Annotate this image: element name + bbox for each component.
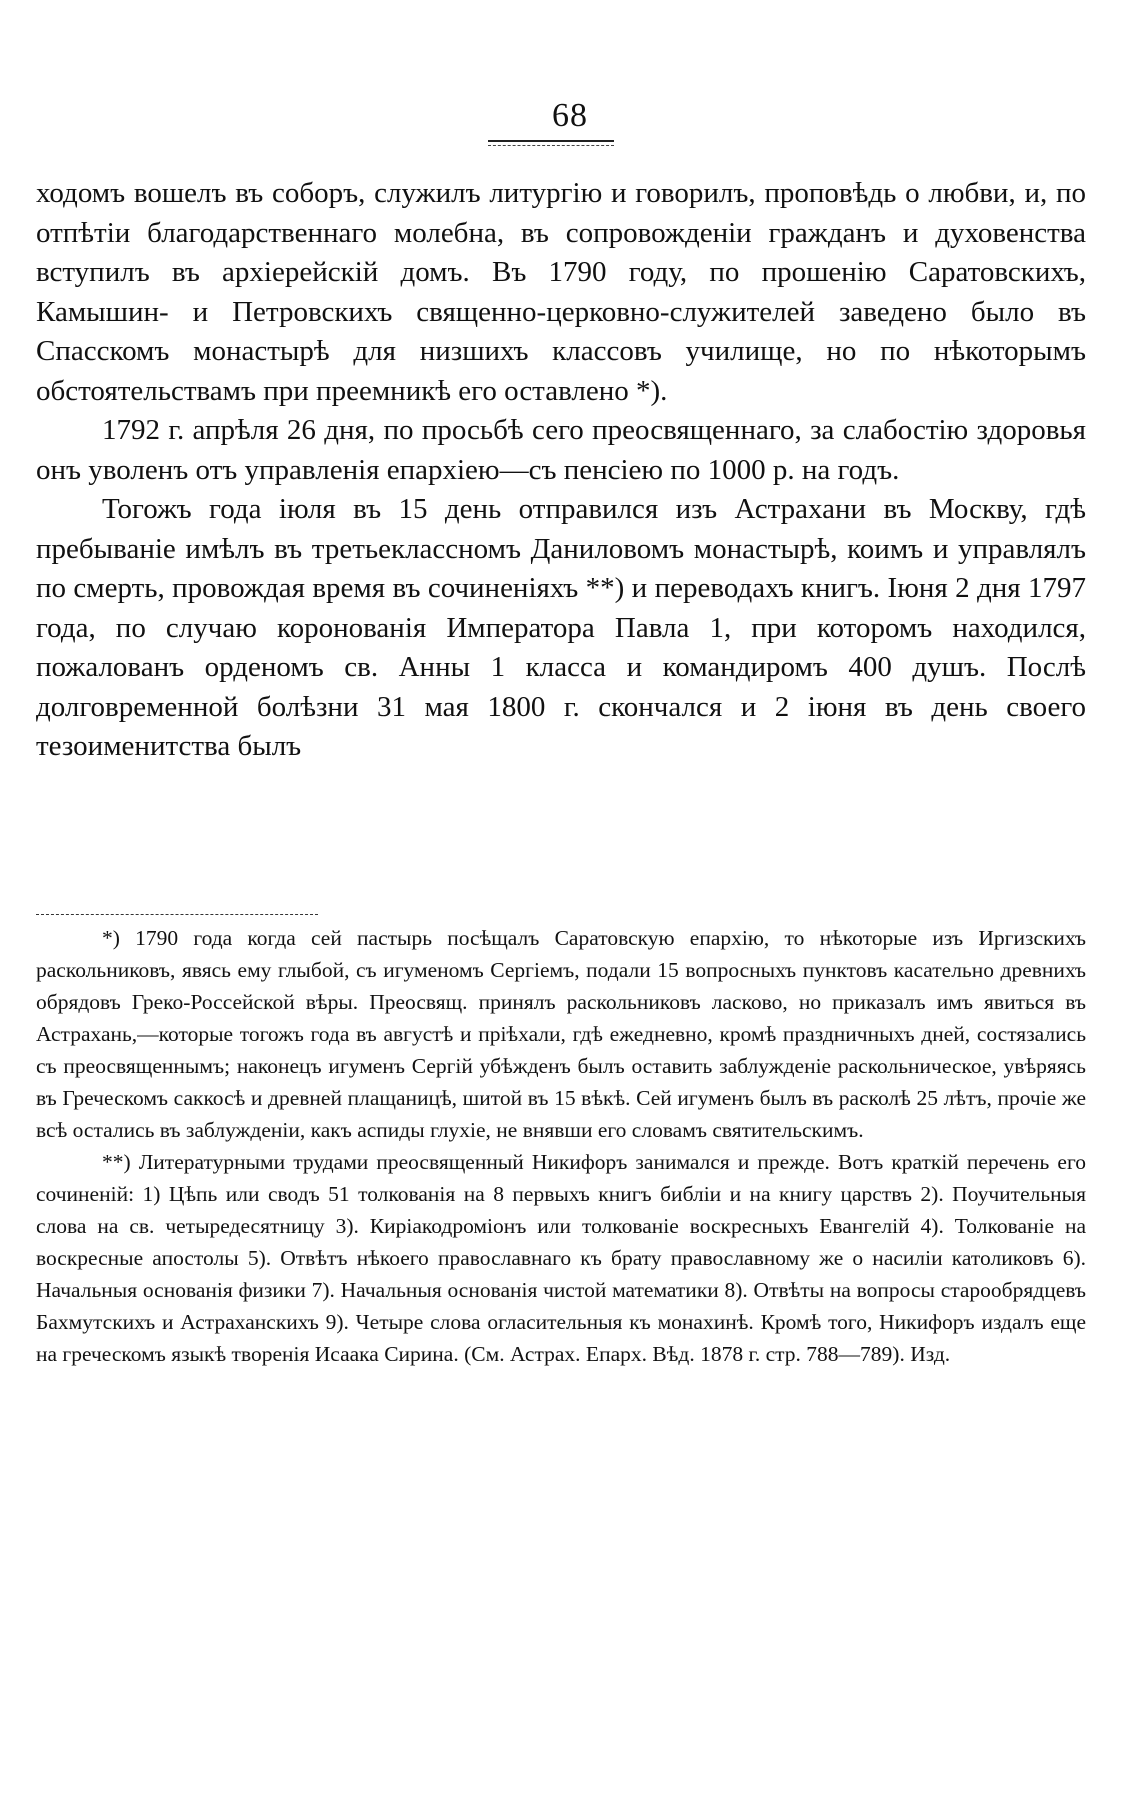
- footnote-1: *) 1790 года когда сей пастырь посѣщалъ Саратовскую епархію, то нѣкоторые изъ Иргизскихъ раскольниковъ, явясь ему глыбой, съ игуменомъ Сергіемъ, подали 15 вопросныхъ пунктовъ касательно древнихъ обрядовъ Греко-Россейской вѣры. Преосвящ. принялъ раскольниковъ ласково, но приказалъ имъ явиться въ Астрахань,—которые тогожъ года въ августѣ и пріѣхали, гдѣ ежедневно, кромѣ праздничныхъ дней, состязались съ преосвященнымъ; наконецъ игуменъ Сергій убѣжденъ былъ оставить заблужденіе раскольническое, увѣряясь въ Греческомъ саккосѣ и древней плащаницѣ, шитой въ 15 вѣкѣ. Сей игуменъ былъ въ расколѣ 25 лѣтъ, прочіе же всѣ остались въ заблужденіи, какъ аспиды глухіе, не внявши его словамъ святительскимъ.: [36, 926, 1086, 1142]
- main-paragraph-3: Тогожъ года іюля въ 15 день отправился изъ Астрахани въ Москву, гдѣ пребываніе имѣлъ въ третьеклассномъ Даниловомъ монастырѣ, коимъ и управлялъ по смерть, провождая время въ сочиненіяхъ **) и переводахъ книгъ. Іюня 2 дня 1797 года, по случаю коронованія Императора Павла 1, при которомъ находился, пожалованъ орденомъ св. Анны 1 класса и командиромъ 400 душъ. Послѣ долговременной болѣзни 31 мая 1800 г. скончался и 2 іюня въ день своего тезоименитства былъ: [36, 493, 1086, 762]
- main-paragraph-2: 1792 г. апрѣля 26 дня, по просьбѣ сего преосвященнаго, за слабостію здоровья онъ уволенъ отъ управленія епархіею—съ пенсіею по 1000 р. на годъ.: [36, 414, 1086, 486]
- footnote-separator: [36, 914, 318, 915]
- footnote-2: **) Литературными трудами преосвященный Никифоръ занимался и прежде. Вотъ краткій перечень его сочиненій: 1) Цѣпь или сводъ 51 толкованія на 8 первыхъ книгъ библіи и на книгу царствъ 2). Поучительныя слова на св. четыредесятницу 3). Киріакодроміонъ или толкованіе воскресныхъ Евангелій 4). Толкованіе на воскресные апостолы 5). Отвѣтъ нѣкоего православнаго къ брату православному же о насиліи католиковъ 6). Начальныя основанія физики 7). Начальныя основанія чистой математики 8). Отвѣты на вопросы старообрядцевъ Бахмутскихъ и Астраханскихъ 9). Четыре слова огласительныя къ монахинѣ. Кромѣ того, Никифоръ издалъ еще на греческомъ языкѣ творенія Исаака Сирина. (См. Астрах. Епарх. Вѣд. 1878 г. стр. 788—789). Изд.: [36, 1150, 1086, 1366]
- main-text: [36, 174, 1086, 767]
- footnotes: [36, 922, 1086, 1370]
- page-number: 68: [552, 97, 588, 134]
- main-paragraph-1: ходомъ вошелъ въ соборъ, служилъ литургію и говорилъ, проповѣдь о любви, и, по отпѣтіи благодарственнаго молебна, въ сопровожденіи гражданъ и духовенства вступилъ въ архіерейскій домъ. Въ 1790 году, по прошенію Саратовскихъ, Камышин- и Петровскихъ священно-церковно-служителей заведено было въ Спасскомъ монастырѣ для низшихъ классовъ училище, но по нѣкоторымъ обстоятельствамъ при преемникѣ его оставлено *).: [36, 177, 1086, 407]
- page-number-rule-dashed: [488, 145, 614, 146]
- page-number-rule: [488, 140, 614, 142]
